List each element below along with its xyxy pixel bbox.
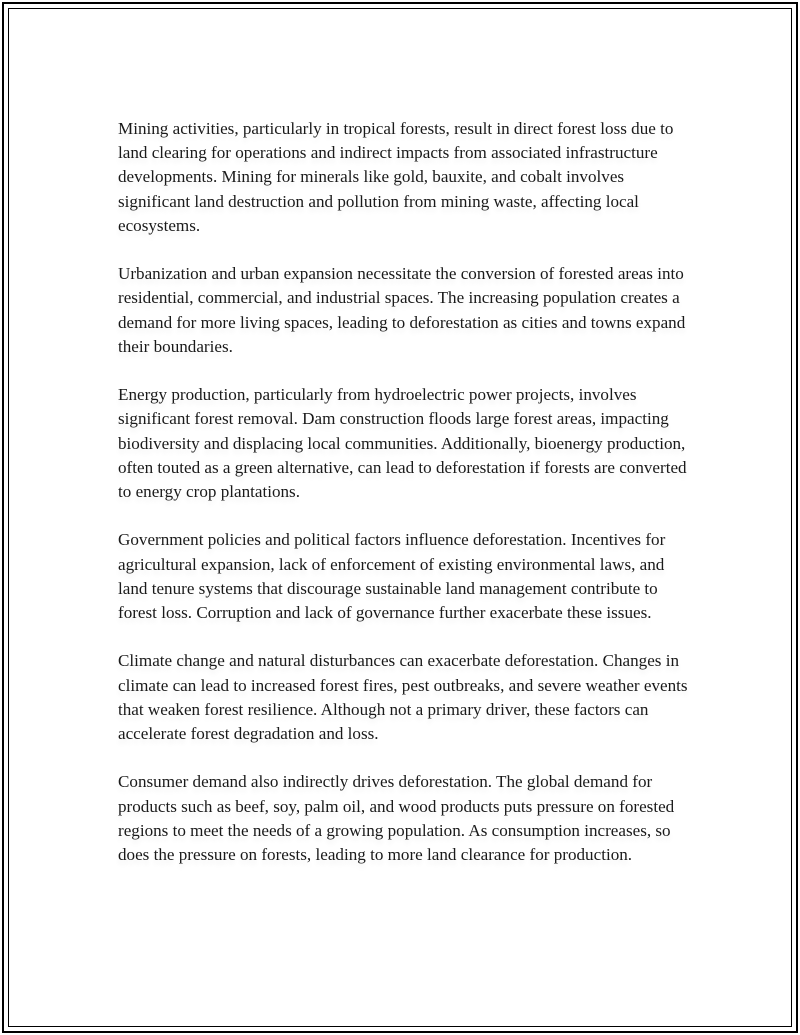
document-body bbox=[118, 117, 690, 891]
paragraph-climate-change: Climate change and natural disturbances can exacerbate deforestation. Changes in climate can lead to increased forest fires, pest outbreaks, and severe weather events that weaken forest resilience. Although not a primary driver, these factors can accelerate forest degradation and loss. bbox=[118, 651, 688, 744]
paragraph-mining: Mining activities, particularly in tropical forests, result in direct forest loss due to land clearing for operations and indirect impacts from associated infrastructure developments. Mining for minerals like gold, bauxite, and cobalt involves significant land destruction and pollution from mining waste, affecting local ecosystems. bbox=[118, 119, 674, 235]
paragraph-urbanization: Urbanization and urban expansion necessitate the conversion of forested areas into residential, commercial, and industrial spaces. The increasing population creates a demand for more living spaces, leading to deforestation as cities and towns expand their boundaries. bbox=[118, 264, 686, 356]
paragraph-consumer-demand: Consumer demand also indirectly drives deforestation. The global demand for products such as beef, soy, palm oil, and wood products puts pressure on forested regions to meet the needs of a growing population. As consumption increases, so does the pressure on forests, leading to more land clearance for production. bbox=[118, 772, 675, 865]
paragraph-energy-production: Energy production, particularly from hydroelectric power projects, involves significant forest removal. Dam construction floods large forest areas, impacting biodiversity and displacing local communities. Additionally, bioenergy production, often touted as a green alternative, can lead to deforestation if forests are converted to energy crop plantations. bbox=[118, 385, 687, 502]
paragraph-government-policies: Government policies and political factors influence deforestation. Incentives for agricultural expansion, lack of enforcement of existing environmental laws, and land tenure systems that discourage sustainable land management contribute to forest loss. Corruption and lack of governance further exacerbate these issues. bbox=[118, 530, 666, 623]
